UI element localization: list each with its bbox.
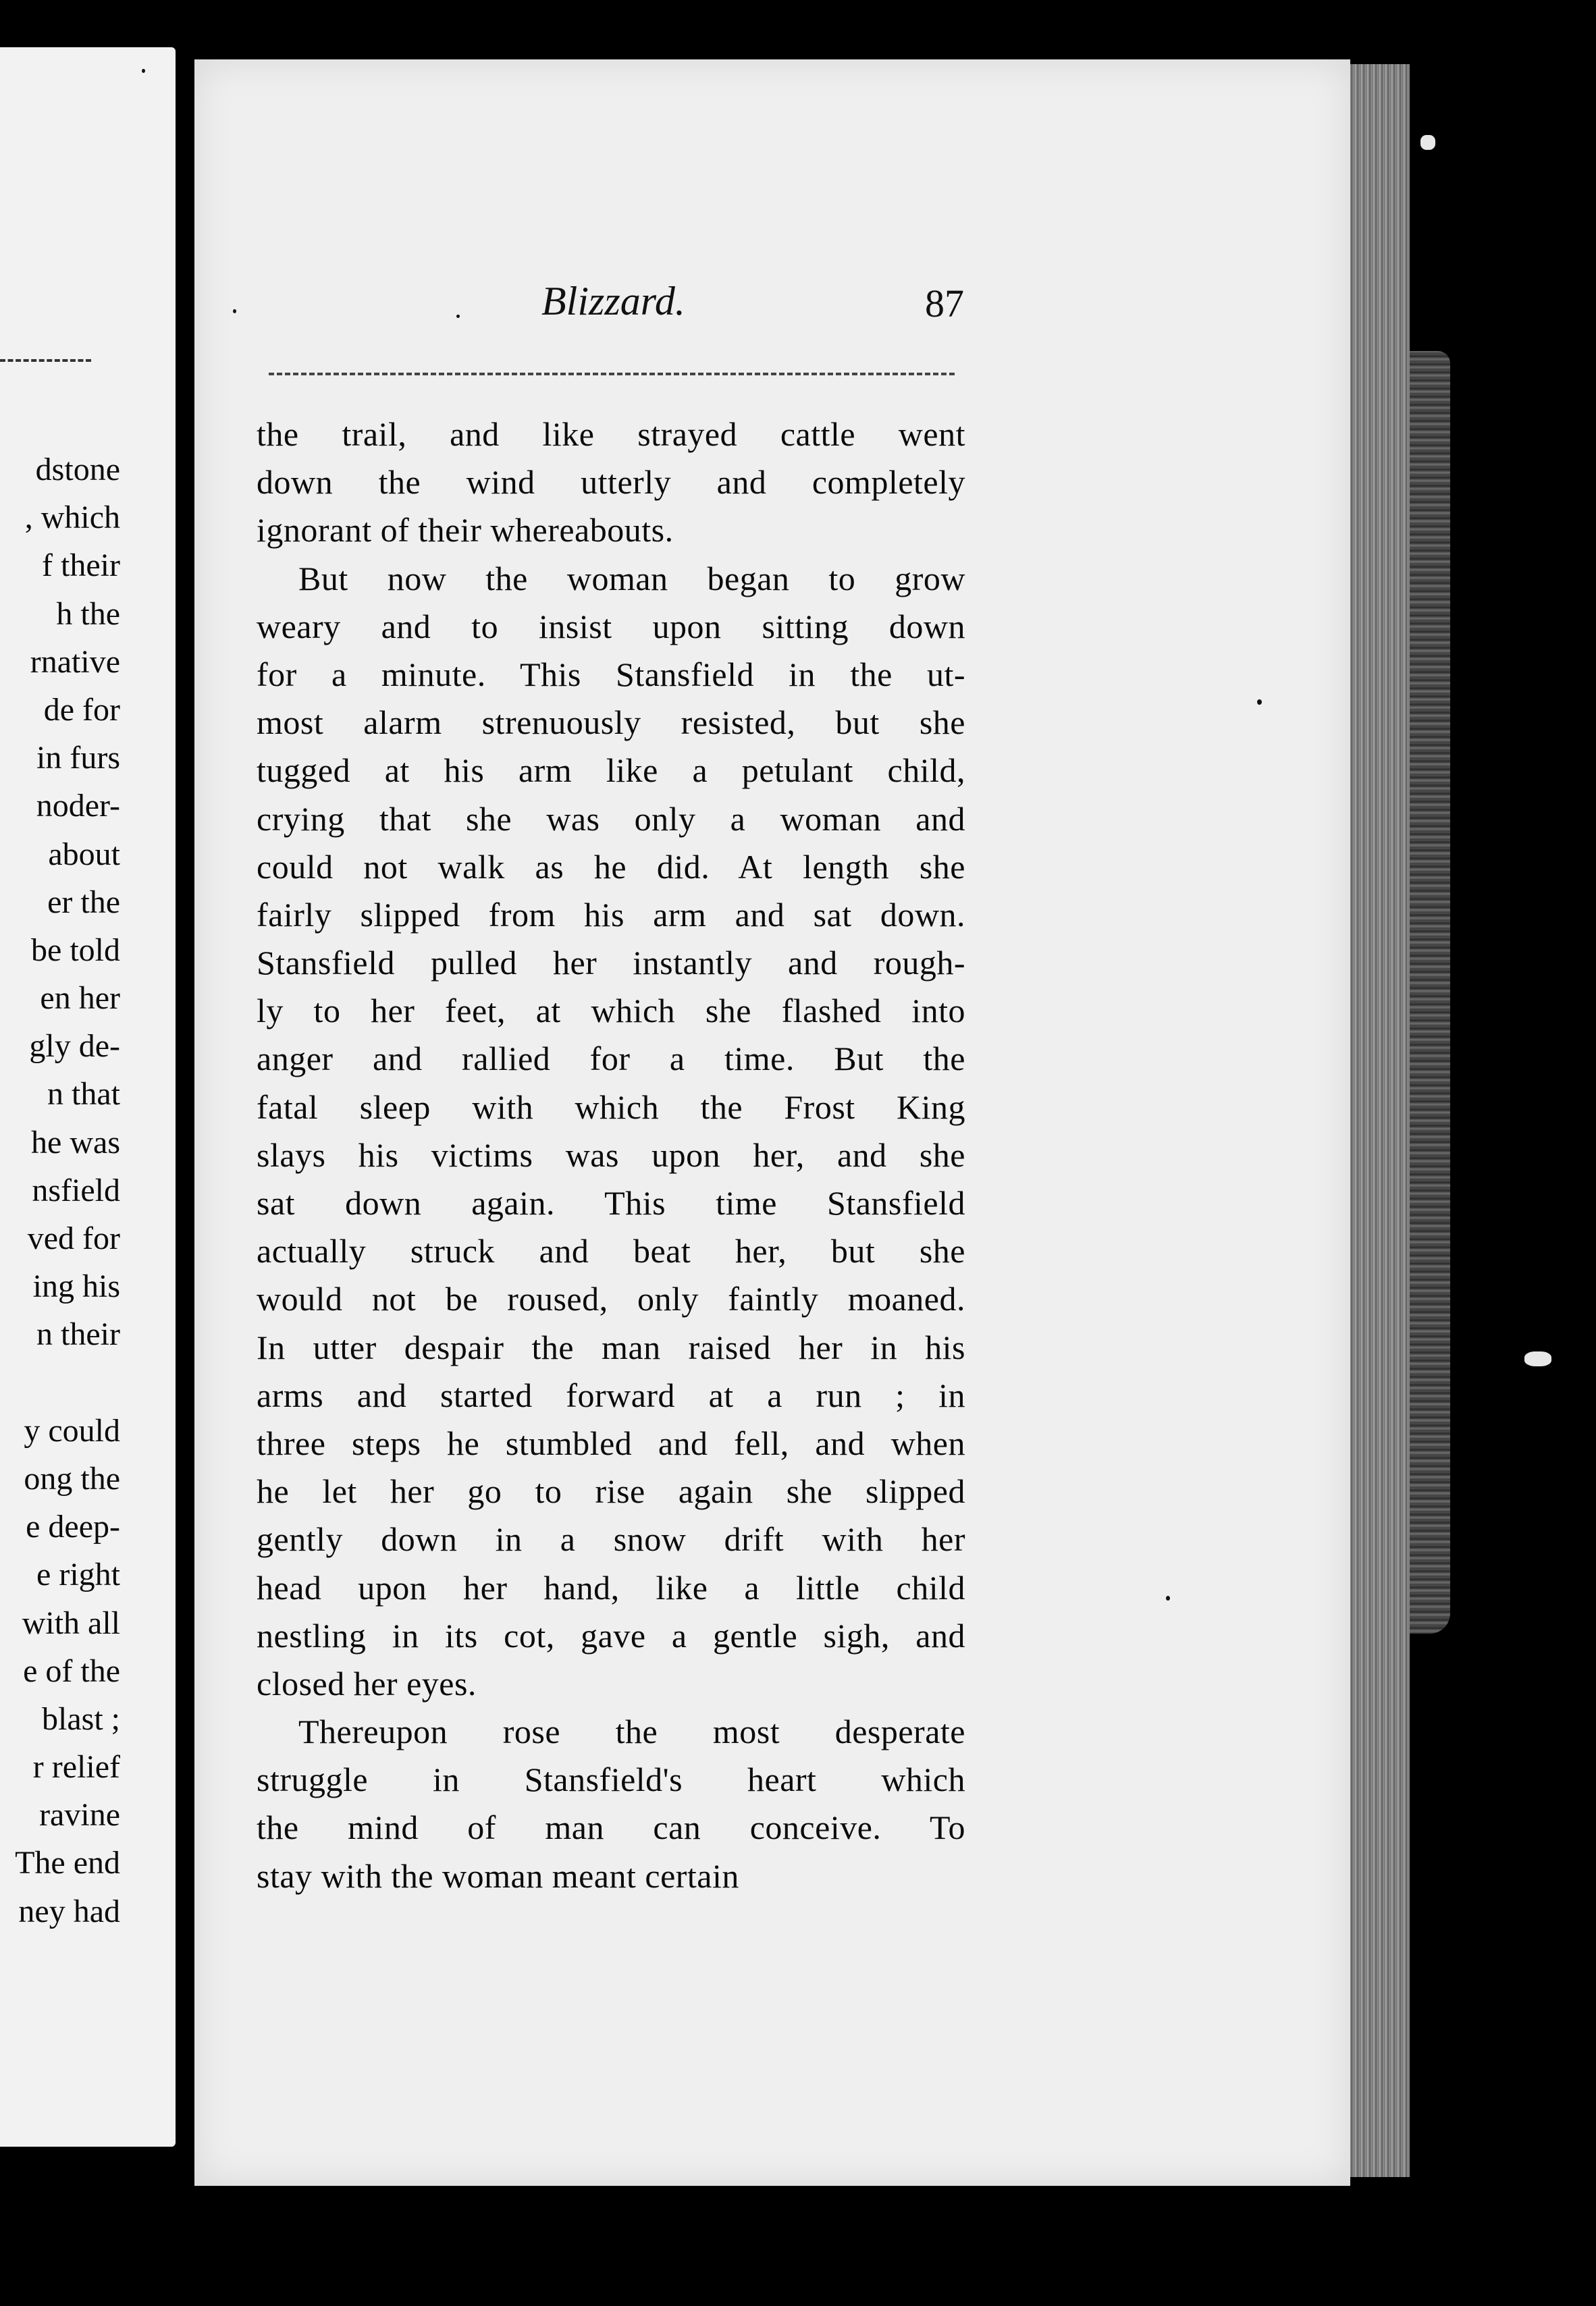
previous-page-line: about	[48, 836, 120, 872]
previous-page-line: be told	[31, 932, 120, 968]
text-line: closed her eyes.	[257, 1664, 477, 1702]
previous-page-line: n that	[47, 1076, 120, 1112]
speck	[142, 69, 145, 73]
previous-page-line: e right	[36, 1557, 120, 1593]
speck	[456, 315, 460, 318]
previous-page-line: er the	[47, 884, 120, 920]
text-line: struggle in Stansfield's heart which	[257, 1761, 965, 1799]
text-line: he let her go to rise again she slipped	[257, 1472, 965, 1511]
text-line: arms and started forward at a run ; in	[257, 1376, 965, 1414]
previous-page-line: ravine	[39, 1797, 120, 1833]
text-line: In utter despair the man raised her in his	[257, 1328, 965, 1366]
previous-page-line: en her	[40, 980, 120, 1017]
text-line: crying that she was only a woman and	[257, 799, 965, 838]
text-line: Thereupon rose the most desperate	[298, 1713, 965, 1751]
previous-page-line	[15, 1359, 120, 1407]
previous-page-line: e of the	[23, 1653, 120, 1689]
previous-page-line: with all	[22, 1605, 120, 1641]
text-line: fatal sleep with which the Frost King	[257, 1088, 965, 1126]
previous-page-line: ney had	[18, 1893, 120, 1929]
previous-page-line: nsfield	[32, 1172, 120, 1208]
previous-page-fragment	[0, 47, 176, 2147]
text-line: stay with the woman meant certain	[257, 1856, 739, 1895]
text-line: gently down in a snow drift with her	[257, 1520, 965, 1559]
header-rule	[269, 373, 955, 375]
text-line: most alarm strenuously resisted, but she	[257, 703, 965, 742]
previous-page-line: de for	[43, 691, 120, 728]
previous-page-line: e deep-	[26, 1509, 120, 1545]
previous-page-line: in furs	[36, 740, 120, 776]
text-line: the trail, and like strayed cattle went	[257, 415, 965, 453]
previous-page-line: dstone	[35, 452, 120, 487]
text-line: head upon her hand, like a little child	[257, 1568, 965, 1607]
text-line: ignorant of their whereabouts.	[257, 511, 674, 549]
text-line: sat down again. This time Stansfield	[257, 1184, 965, 1222]
text-line: But now the woman began to grow	[298, 559, 965, 597]
speck	[1166, 1596, 1170, 1601]
text-line: the mind of man can conceive. To	[257, 1808, 965, 1847]
previous-page-line: y could	[24, 1412, 120, 1449]
previous-page-line: ong the	[24, 1460, 120, 1497]
text-line: weary and to insist upon sitting down	[257, 607, 965, 645]
speck	[233, 309, 236, 313]
previous-page-line: f their	[42, 547, 120, 584]
speck	[1257, 699, 1262, 705]
body-text	[257, 410, 965, 1900]
text-line: fairly slipped from his arm and sat down.	[257, 895, 965, 934]
text-line: slays his victims was upon her, and she	[257, 1135, 965, 1174]
text-line: ly to her feet, at which she flashed into	[257, 992, 965, 1030]
previous-page-line: noder-	[36, 788, 120, 824]
book-block-edge	[1410, 351, 1450, 1634]
previous-page-line: r relief	[32, 1749, 120, 1786]
text-line: anger and rallied for a time. But the	[257, 1040, 965, 1078]
previous-page-line: n their	[36, 1316, 120, 1353]
text-line: nestling in its cot, gave a gentle sigh, and	[257, 1616, 965, 1655]
previous-page-header-rule	[0, 359, 91, 362]
previous-page-line: blast ;	[42, 1700, 120, 1737]
text-line: could not walk as he did. At length she	[257, 847, 965, 886]
text-line: actually struck and beat her, but she	[257, 1232, 965, 1270]
text-line: three steps he stumbled and fell, and when	[257, 1424, 965, 1462]
page-number: 87	[925, 281, 964, 325]
text-line: would not be roused, only faintly moaned.	[257, 1280, 965, 1318]
text-line: tugged at his arm like a petulant child,	[257, 751, 965, 790]
running-title: Blizzard.	[541, 279, 685, 323]
previous-page-line: ved for	[27, 1221, 120, 1256]
previous-page-line: , which	[24, 500, 120, 536]
paper-fleck	[1420, 135, 1435, 150]
text-line: for a minute. This Stansfield in the ut-	[257, 655, 965, 693]
previous-page-line: ing his	[32, 1268, 120, 1305]
text-line: down the wind utterly and completely	[257, 463, 965, 502]
text-line: Stansfield pulled her instantly and rough-	[257, 944, 965, 982]
previous-page-line: he was	[31, 1124, 120, 1160]
previous-page-text	[15, 446, 120, 1935]
previous-page-line: h the	[56, 595, 120, 632]
previous-page-line: gly de-	[29, 1028, 120, 1065]
paper-fleck	[1524, 1351, 1551, 1366]
previous-page-line: The end	[15, 1845, 120, 1881]
previous-page-line: rnative	[30, 643, 120, 680]
